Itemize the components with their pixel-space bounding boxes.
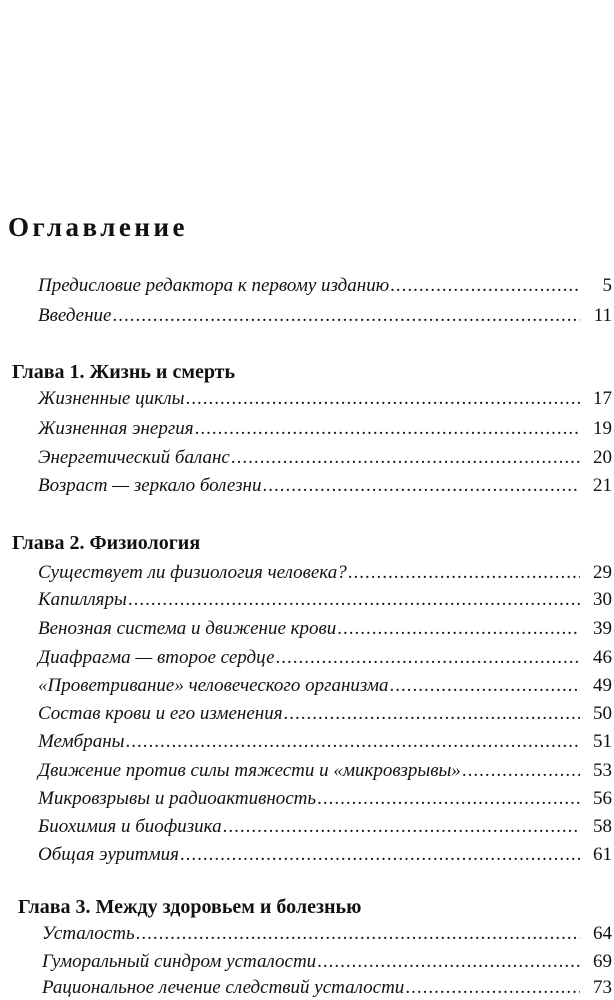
dot-leader bbox=[317, 950, 580, 974]
entry-title: Введение bbox=[38, 305, 112, 326]
entry-page-number: 58 bbox=[593, 816, 612, 837]
entry-page-number: 29 bbox=[593, 562, 612, 583]
entry-title: Жизненная энергия bbox=[38, 418, 194, 439]
entry-title: Движение против силы тяжести и «микровзрывы» bbox=[38, 760, 461, 781]
entry-page-number: 21 bbox=[593, 475, 612, 496]
entry-page-number: 64 bbox=[593, 923, 612, 944]
entry-page-number: 17 bbox=[593, 388, 612, 409]
dot-leader bbox=[223, 815, 580, 839]
entry-page-number: 61 bbox=[593, 844, 612, 865]
dot-leader bbox=[262, 474, 580, 498]
chapter-2-title: Глава 2. Физиология bbox=[12, 532, 201, 554]
toc-entry[interactable] bbox=[38, 474, 612, 498]
dot-leader bbox=[231, 446, 580, 470]
dot-leader bbox=[405, 976, 580, 1000]
toc-entry[interactable] bbox=[38, 446, 612, 470]
dot-leader bbox=[337, 617, 580, 641]
entry-page-number: 49 bbox=[593, 675, 612, 696]
entry-page-number: 19 bbox=[593, 418, 612, 439]
toc-entry[interactable] bbox=[38, 787, 612, 811]
entry-page-number: 73 bbox=[593, 977, 612, 998]
dot-leader bbox=[462, 759, 580, 783]
toc-entry[interactable] bbox=[38, 561, 612, 585]
toc-entry[interactable] bbox=[42, 976, 612, 1000]
entry-title: Венозная система и движение крови bbox=[38, 618, 337, 639]
toc-entry[interactable] bbox=[42, 950, 612, 974]
toc-entry-preface[interactable] bbox=[38, 274, 612, 298]
entry-page-number: 39 bbox=[593, 618, 612, 639]
entry-page-number: 30 bbox=[593, 589, 612, 610]
dot-leader bbox=[195, 417, 580, 441]
entry-title: Мембраны bbox=[38, 731, 125, 752]
entry-title: Гуморальный синдром усталости bbox=[42, 951, 317, 972]
entry-page-number: 11 bbox=[593, 305, 612, 326]
entry-title: Биохимия и биофизика bbox=[38, 816, 222, 837]
toc-entry[interactable] bbox=[38, 387, 612, 411]
toc-entry[interactable] bbox=[38, 617, 612, 641]
entry-page-number: 53 bbox=[593, 760, 612, 781]
toc-entry[interactable] bbox=[38, 843, 612, 867]
dot-leader bbox=[112, 304, 580, 328]
entry-title: Существует ли физиология человека? bbox=[38, 562, 347, 583]
dot-leader bbox=[389, 674, 580, 698]
entry-title: Капилляры bbox=[38, 589, 127, 610]
toc-entry[interactable] bbox=[38, 702, 612, 726]
entry-page-number: 51 bbox=[593, 731, 612, 752]
toc-entry[interactable] bbox=[38, 730, 612, 754]
entry-title: Жизненные циклы bbox=[38, 388, 185, 409]
entry-page-number: 69 bbox=[593, 951, 612, 972]
entry-page-number: 50 bbox=[593, 703, 612, 724]
toc-entry[interactable] bbox=[38, 759, 612, 783]
toc-entry[interactable] bbox=[42, 922, 612, 946]
dot-leader bbox=[317, 787, 580, 811]
entry-page-number: 5 bbox=[602, 275, 612, 296]
entry-title: Усталость bbox=[42, 923, 135, 944]
entry-title: «Проветривание» человеческого организма bbox=[38, 675, 389, 696]
chapter-3-title: Глава 3. Между здоровьем и болезнью bbox=[18, 896, 362, 918]
dot-leader bbox=[180, 843, 580, 867]
dot-leader bbox=[348, 561, 580, 585]
toc-entry[interactable] bbox=[38, 646, 612, 670]
toc-entry-introduction[interactable] bbox=[38, 304, 612, 328]
entry-title: Рациональное лечение следствий усталости bbox=[42, 977, 405, 998]
entry-title: Микровзрывы и радиоактивность bbox=[38, 788, 317, 809]
entry-title: Энергетический баланс bbox=[38, 447, 230, 468]
toc-entry[interactable] bbox=[38, 417, 612, 441]
dot-leader bbox=[186, 387, 581, 411]
entry-page-number: 56 bbox=[593, 788, 612, 809]
toc-entry[interactable] bbox=[38, 674, 612, 698]
dot-leader bbox=[390, 274, 580, 298]
dot-leader bbox=[284, 702, 580, 726]
dot-leader bbox=[126, 730, 581, 754]
toc-entry[interactable] bbox=[38, 815, 612, 839]
entry-title: Общая эуритмия bbox=[38, 844, 179, 865]
entry-title: Возраст — зеркало болезни bbox=[38, 475, 262, 496]
entry-page-number: 20 bbox=[593, 447, 612, 468]
dot-leader bbox=[276, 646, 580, 670]
page-title: Оглавление bbox=[8, 212, 188, 242]
entry-title: Состав крови и его изменения bbox=[38, 703, 283, 724]
entry-title: Предисловие редактора к первому изданию bbox=[38, 275, 390, 296]
entry-title: Диафрагма — второе сердце bbox=[38, 647, 275, 668]
entry-page-number: 46 bbox=[593, 647, 612, 668]
dot-leader bbox=[128, 588, 580, 612]
dot-leader bbox=[136, 922, 580, 946]
chapter-1-title: Глава 1. Жизнь и смерть bbox=[12, 361, 236, 383]
toc-entry[interactable] bbox=[38, 588, 612, 612]
